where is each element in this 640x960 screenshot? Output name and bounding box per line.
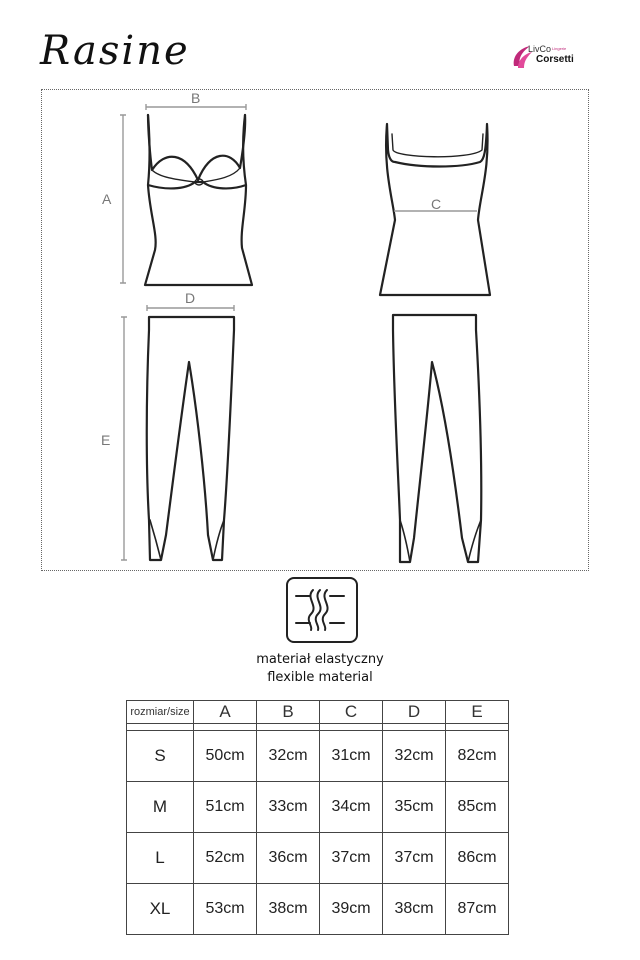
- table-header-row: [127, 701, 509, 724]
- table-cell: 87cm: [446, 884, 509, 935]
- dimension-label-e: E: [101, 432, 111, 448]
- table-cell: 32cm: [383, 731, 446, 782]
- dimension-label-a: A: [102, 191, 112, 207]
- table-row: [127, 782, 509, 833]
- size-table: [126, 700, 509, 935]
- corner-header: rozmiar/size: [127, 701, 194, 724]
- table-cell: 35cm: [383, 782, 446, 833]
- table-row: [127, 731, 509, 782]
- back-leggings-outline: [393, 315, 481, 562]
- size-cell: S: [127, 731, 194, 782]
- table-cell: 50cm: [194, 731, 257, 782]
- size-cell: L: [127, 833, 194, 884]
- table-cell: 39cm: [320, 884, 383, 935]
- table-row: [127, 884, 509, 935]
- table-cell: 33cm: [257, 782, 320, 833]
- table-row: [127, 833, 509, 884]
- table-cell: 34cm: [320, 782, 383, 833]
- table-cell: 53cm: [194, 884, 257, 935]
- size-cell: XL: [127, 884, 194, 935]
- front-top-outline: [145, 115, 252, 285]
- material-label-pl: materiał elastyczny: [256, 652, 384, 667]
- table-cell: 32cm: [257, 731, 320, 782]
- table-cell: 51cm: [194, 782, 257, 833]
- table-cell: 37cm: [383, 833, 446, 884]
- table-cell: 52cm: [194, 833, 257, 884]
- front-leggings-outline: [147, 317, 234, 560]
- product-title: Rasine: [40, 28, 190, 74]
- size-cell: M: [127, 782, 194, 833]
- column-header: B: [257, 701, 320, 724]
- column-header: A: [194, 701, 257, 724]
- column-header: D: [383, 701, 446, 724]
- brand-name-bottom: Corsetti: [536, 54, 574, 65]
- dimension-label-b: B: [191, 90, 201, 106]
- measurement-lines: [120, 104, 477, 560]
- brand-tagline: Lingerie: [552, 46, 567, 51]
- table-cell: 86cm: [446, 833, 509, 884]
- table-cell: 85cm: [446, 782, 509, 833]
- table-cell: 37cm: [320, 833, 383, 884]
- brand-name-top: LivCo: [528, 44, 552, 54]
- table-cell: 36cm: [257, 833, 320, 884]
- table-cell: 82cm: [446, 731, 509, 782]
- dimension-label-d: D: [185, 290, 196, 306]
- material-label-en: flexible material: [267, 670, 373, 685]
- column-header: C: [320, 701, 383, 724]
- table-spacer: [127, 724, 509, 731]
- table-cell: 38cm: [383, 884, 446, 935]
- table-cell: 38cm: [257, 884, 320, 935]
- column-header: E: [446, 701, 509, 724]
- table-cell: 31cm: [320, 731, 383, 782]
- dimension-label-c: C: [431, 196, 442, 212]
- material-icon-box: [286, 577, 358, 643]
